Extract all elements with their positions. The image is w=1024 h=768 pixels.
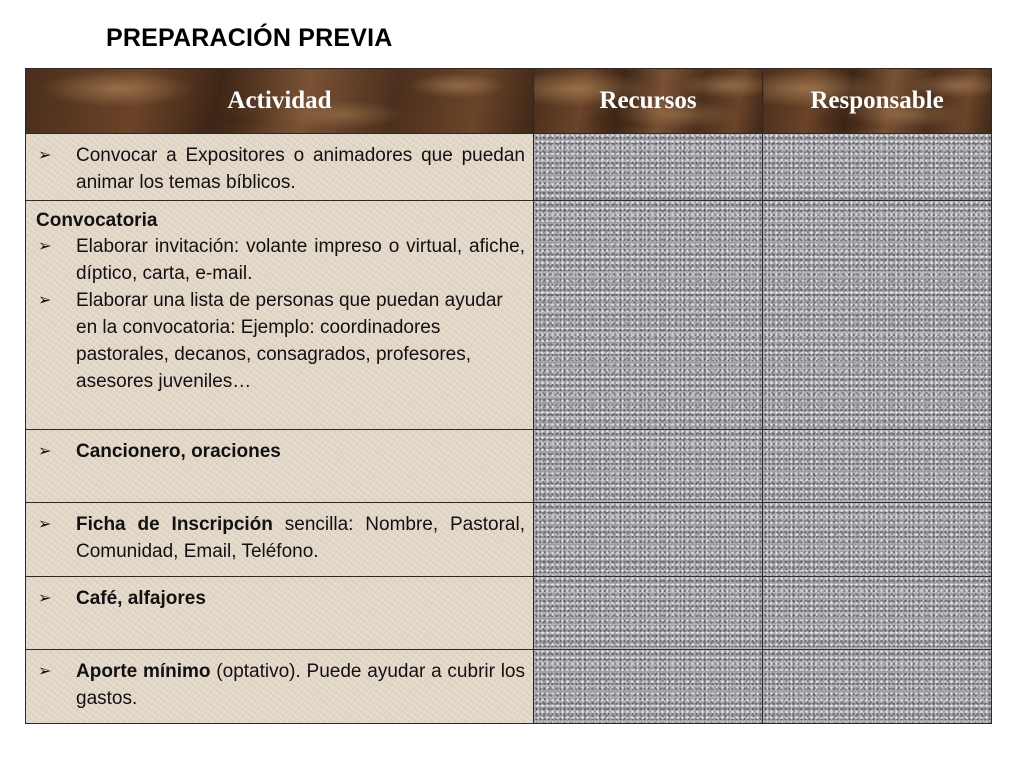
list-item [36, 585, 525, 612]
responsible-cell[interactable] [763, 430, 992, 503]
header-activity: Actividad [26, 69, 534, 134]
resources-cell[interactable] [534, 577, 763, 650]
bullet-text: sencilla: Nombre, Pastoral, Comunidad, Email, Teléfono. [76, 514, 525, 562]
arrow-bullet-icon: ➢ [38, 663, 52, 680]
bullet-bold-text: Cancionero, oraciones [76, 441, 281, 462]
list-item [36, 233, 525, 287]
responsible-cell[interactable] [763, 201, 992, 430]
table-header-row [26, 69, 992, 134]
list-item [36, 511, 525, 565]
activities-table [25, 68, 992, 724]
bullet-text: Convocar a Expositores o animadores que puedan animar los temas bíblicos. [76, 145, 525, 193]
resources-cell[interactable] [534, 650, 763, 724]
activity-cell [26, 134, 534, 201]
responsible-cell[interactable] [763, 650, 992, 724]
arrow-bullet-icon: ➢ [38, 516, 52, 533]
responsible-cell[interactable] [763, 134, 992, 201]
row-subheading: Convocatoria [36, 210, 158, 231]
activity-cell [26, 201, 534, 430]
arrow-bullet-icon: ➢ [38, 292, 52, 309]
arrow-bullet-icon: ➢ [38, 443, 52, 460]
resources-cell[interactable] [534, 134, 763, 201]
bullet-text: (optativo). Puede ayudar a cubrir los gastos. [76, 661, 525, 709]
table-row [26, 134, 992, 201]
responsible-cell[interactable] [763, 503, 992, 577]
activity-cell [26, 577, 534, 650]
bullet-bold-text: Café, alfajores [76, 588, 206, 609]
table-row [26, 577, 992, 650]
list-item [36, 438, 525, 465]
arrow-bullet-icon: ➢ [38, 238, 52, 255]
list-item [36, 287, 525, 395]
bullet-text: Elaborar una lista de personas que puedan ayudar en la convocatoria: Ejemplo: coordinadores pastorales, decanos, consagrados, profesores, asesores juveniles… [76, 290, 503, 392]
table-row [26, 430, 992, 503]
resources-cell[interactable] [534, 430, 763, 503]
activity-cell [26, 430, 534, 503]
bullet-bold-text: Aporte mínimo [76, 661, 211, 682]
activity-cell [26, 650, 534, 724]
header-resources: Recursos [534, 69, 763, 134]
header-responsible: Responsable [763, 69, 992, 134]
activity-cell [26, 503, 534, 577]
arrow-bullet-icon: ➢ [38, 590, 52, 607]
list-item [36, 142, 525, 196]
table-row [26, 201, 992, 430]
arrow-bullet-icon: ➢ [38, 147, 52, 164]
bullet-bold-text: Ficha de Inscripción [76, 514, 273, 535]
resources-cell[interactable] [534, 201, 763, 430]
list-item [36, 658, 525, 712]
table-row [26, 650, 992, 724]
resources-cell[interactable] [534, 503, 763, 577]
table-row [26, 503, 992, 577]
page-title: PREPARACIÓN PREVIA [106, 24, 393, 52]
bullet-text: Elaborar invitación: volante impreso o virtual, afiche, díptico, carta, e-mail. [76, 236, 525, 284]
responsible-cell[interactable] [763, 577, 992, 650]
